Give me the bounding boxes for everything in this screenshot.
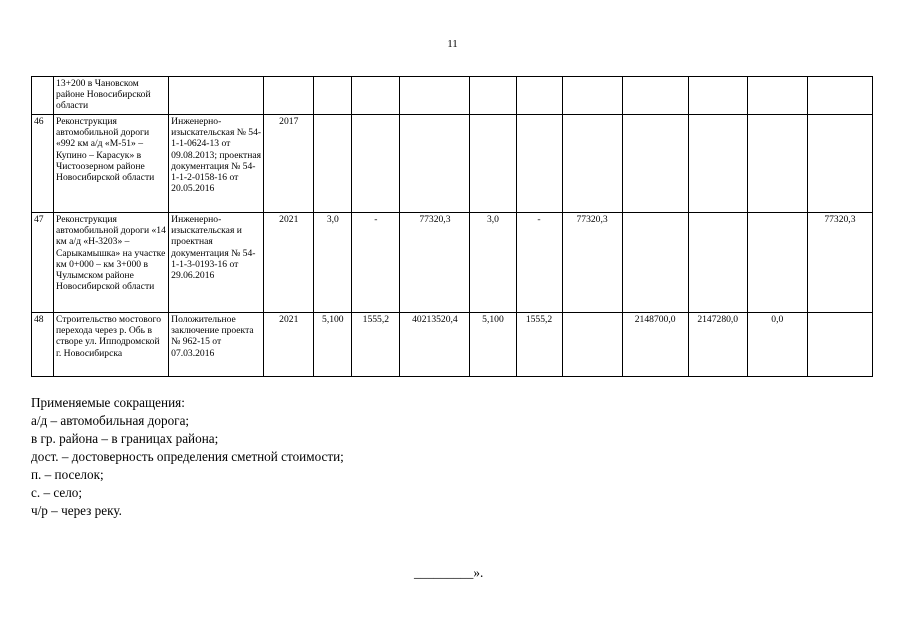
year-cell: 2017 [264,115,314,213]
value-cell [688,213,747,313]
value-cell [747,77,807,115]
year-cell [264,77,314,115]
value-cell [314,77,352,115]
value-cell: 3,0 [470,213,516,313]
abbreviations-legend [31,394,344,520]
value-cell: - [516,213,562,313]
value-cell [747,213,807,313]
table-row [32,115,873,213]
document-info: Инженерно-изыскательская и проектная документация № 54-1-1-3-0193-16 от 29.06.2016 [169,213,264,313]
value-cell: 3,0 [314,213,352,313]
value-cell [562,77,622,115]
value-cell: 0,0 [747,313,807,377]
value-cell [807,313,872,377]
value-cell [807,115,872,213]
value-cell [516,115,562,213]
row-number: 48 [32,313,54,377]
legend-item: дост. – достоверность определения сметной стоимости; [31,449,344,464]
object-name: 13+200 в Чановском районе Новосибирской области [54,77,169,115]
value-cell [470,77,516,115]
row-number [32,77,54,115]
value-cell: 2148700,0 [622,313,688,377]
value-cell [622,115,688,213]
projects-table [31,76,873,377]
closing-line: _________». [414,565,484,580]
object-name: Строительство мостового перехода через р. Обь в створе ул. Ипподромской г. Новосибирска [54,313,169,377]
value-cell: 77320,3 [400,213,470,313]
value-cell [352,115,400,213]
value-cell: 77320,3 [807,213,872,313]
value-cell: 5,100 [470,313,516,377]
legend-item: в гр. района – в границах района; [31,431,219,446]
page-number: 11 [447,38,458,50]
value-cell [470,115,516,213]
value-cell: 40213520,4 [400,313,470,377]
value-cell: - [352,213,400,313]
value-cell: 1555,2 [352,313,400,377]
table-row [32,313,873,377]
legend-item: с. – село; [31,485,83,500]
year-cell: 2021 [264,213,314,313]
value-cell: 2147280,0 [688,313,747,377]
value-cell [622,213,688,313]
legend-item: п. – поселок; [31,467,104,482]
value-cell: 5,100 [314,313,352,377]
document-info: Инженерно-изыскательская № 54-1-1-0624-13 от 09.08.2013; проектная документация № 54-1-1-2-0158-16 от 20.05.2016 [169,115,264,213]
row-number: 46 [32,115,54,213]
value-cell: 1555,2 [516,313,562,377]
row-number: 47 [32,213,54,313]
value-cell [562,313,622,377]
legend-title: Применяемые сокращения: [31,395,185,410]
value-cell [807,77,872,115]
value-cell [622,77,688,115]
value-cell [400,77,470,115]
table-row [32,213,873,313]
value-cell [314,115,352,213]
value-cell [516,77,562,115]
legend-item: а/д – автомобильная дорога; [31,413,190,428]
table-row [32,77,873,115]
document-info [169,77,264,115]
value-cell [688,77,747,115]
object-name: Реконструкция автомобильной дороги «992 км а/д «М-51» – Купино – Карасук» в Чистоозерном районе Новосибирской области [54,115,169,213]
value-cell [352,77,400,115]
value-cell: 77320,3 [562,213,622,313]
object-name: Реконструкция автомобильной дороги «14 км а/д «Н-3203» – Сарыкамышка» на участке км 0+000 – км 3+000 в Чулымском районе Новосибирской области [54,213,169,313]
year-cell: 2021 [264,313,314,377]
value-cell [400,115,470,213]
value-cell [747,115,807,213]
document-info: Положительное заключение проекта № 962-15 от 07.03.2016 [169,313,264,377]
value-cell [688,115,747,213]
value-cell [562,115,622,213]
legend-item: ч/р – через реку. [31,503,122,518]
